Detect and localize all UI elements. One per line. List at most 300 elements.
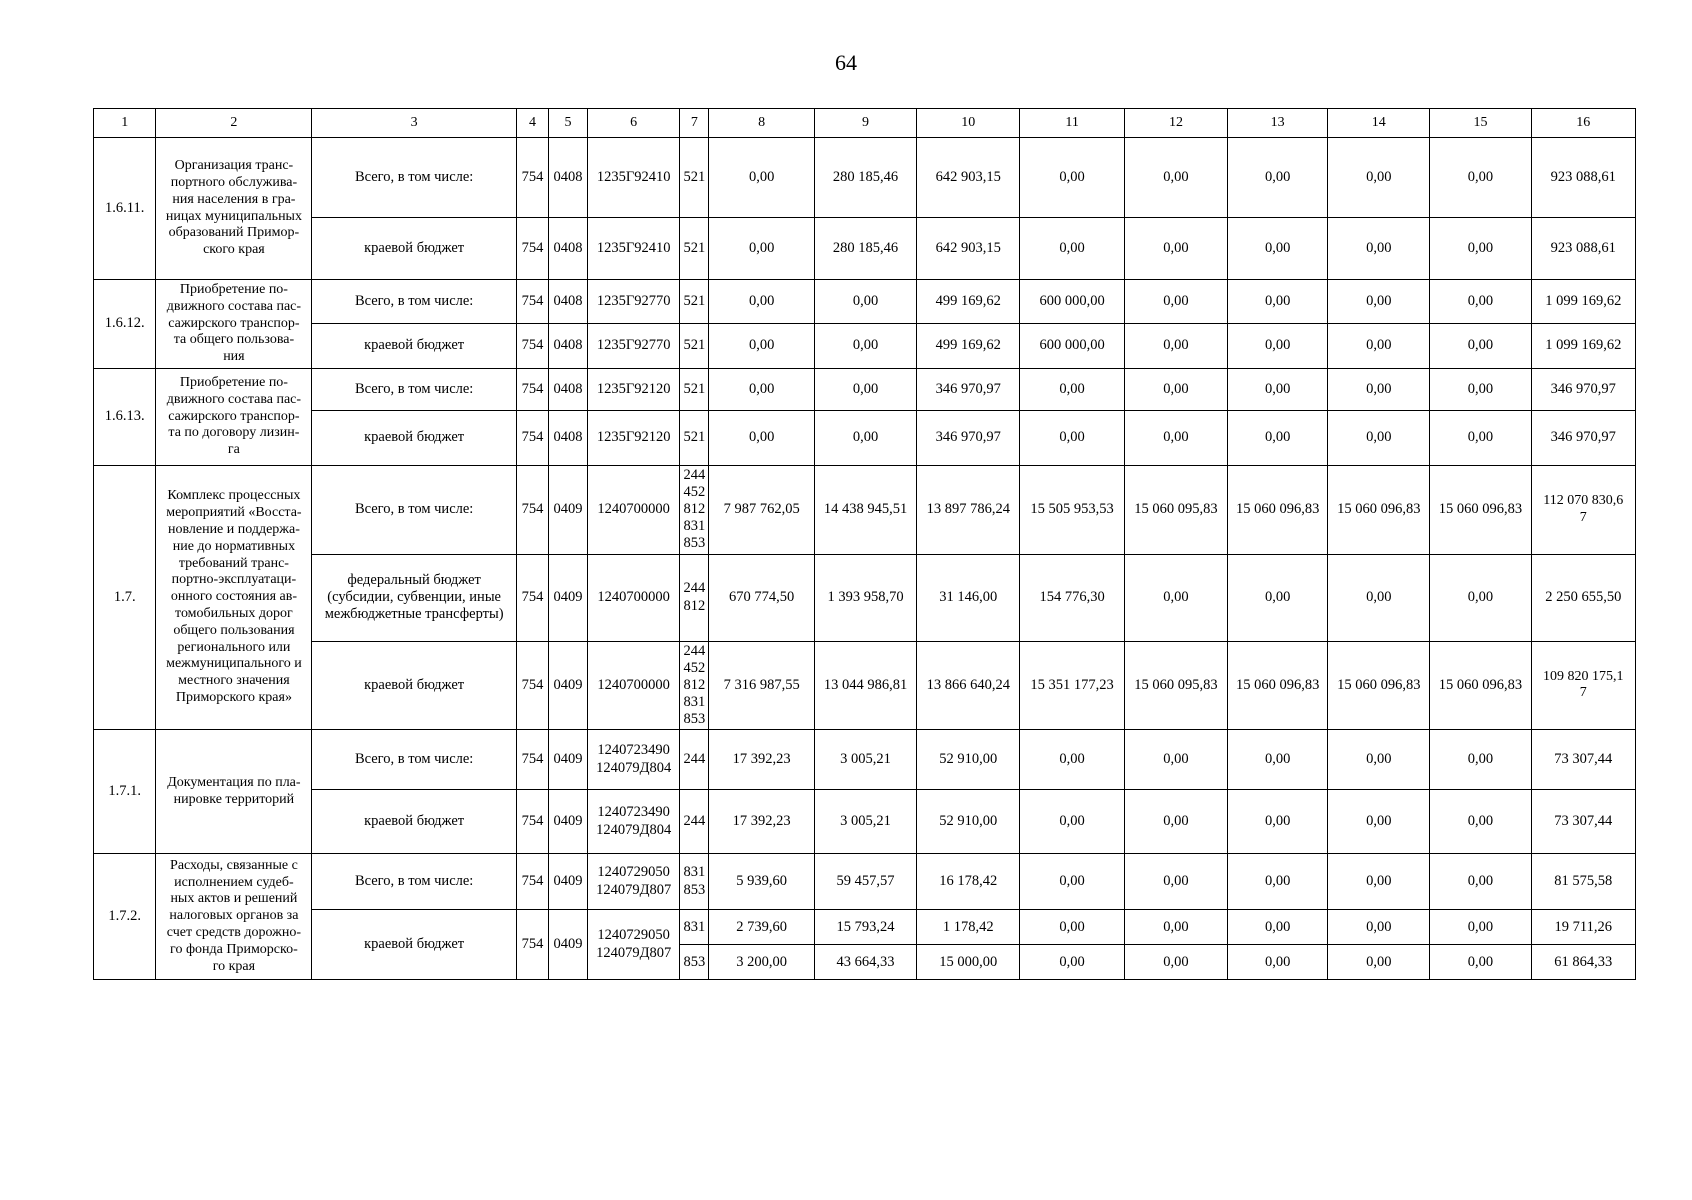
value-cell: 923 088,61 <box>1531 218 1635 280</box>
code-expense-type-line: 812 <box>683 501 706 518</box>
code-expense-type-line: 244 <box>683 751 706 768</box>
code-expense-type-line: 831 <box>683 918 706 935</box>
value-cell: 15 000,00 <box>917 945 1020 980</box>
value-cell: 59 457,57 <box>814 854 916 910</box>
item-name-line: та по договору лизин- <box>168 425 300 441</box>
value-cell: 52 910,00 <box>917 790 1020 854</box>
item-name-line: портного обслужива- <box>170 174 298 190</box>
code-expense-type <box>680 730 709 790</box>
code-target-line: 124079Д804 <box>596 759 672 776</box>
value-cell: 1 099 169,62 <box>1531 280 1635 324</box>
code-expense-type-line: 831 <box>683 518 706 535</box>
item-number: 1.6.13. <box>94 369 156 466</box>
code-expense-type-line: 521 <box>683 168 706 185</box>
value-cell: 0,00 <box>1124 280 1227 324</box>
value-cell: 0,00 <box>1430 945 1531 980</box>
item-name <box>156 280 312 369</box>
value-cell: 0,00 <box>1228 554 1328 641</box>
value-cell: 499 169,62 <box>917 280 1020 324</box>
value-cell: 19 711,26 <box>1531 910 1635 945</box>
code-expense-type <box>680 945 709 980</box>
value-cell: 499 169,62 <box>917 324 1020 369</box>
code-expense-type <box>680 369 709 411</box>
item-name-line: та общего пользова- <box>173 332 295 348</box>
code-target-line: 124079Д804 <box>596 821 672 838</box>
funding-source-line: (субсидии, субвенции, иные <box>327 588 501 605</box>
value-cell: 0,00 <box>1228 411 1328 466</box>
funding-source-line: федеральный бюджет <box>347 571 481 588</box>
code-expense-type-line: 812 <box>683 676 706 693</box>
item-name-line: сажирского транспор- <box>168 408 300 424</box>
code-expense-type <box>680 910 709 945</box>
code-expense-type-line: 244 <box>683 642 706 659</box>
code-target <box>587 790 680 854</box>
code-ministry: 754 <box>516 138 548 218</box>
code-section: 0408 <box>549 218 588 280</box>
value-cell: 346 970,97 <box>917 411 1020 466</box>
code-expense-type-line: 452 <box>683 484 706 501</box>
value-cell: 1 393 958,70 <box>814 554 916 641</box>
header-cell: 10 <box>917 109 1020 138</box>
value-cell: 0,00 <box>1124 910 1227 945</box>
item-name-line: счет средств дорожно- <box>166 924 302 940</box>
value-cell: 0,00 <box>1430 280 1531 324</box>
header-cell: 3 <box>312 109 516 138</box>
code-expense-type-line: 853 <box>683 535 706 552</box>
item-name-line: требований транс- <box>178 555 289 571</box>
item-name-line: исполнением судеб- <box>174 874 294 890</box>
header-cell: 5 <box>549 109 588 138</box>
value-cell: 0,00 <box>709 218 814 280</box>
item-name-line: мероприятий «Восста- <box>166 505 302 521</box>
item-name-line: общего пользования <box>173 622 295 638</box>
value-cell: 0,00 <box>1430 790 1531 854</box>
item-name-line: ницах муниципальных <box>165 208 302 224</box>
value-cell: 0,00 <box>814 369 916 411</box>
value-cell: 0,00 <box>1430 730 1531 790</box>
code-expense-type-line: 244 <box>683 813 706 830</box>
value-cell: 0,00 <box>1228 910 1328 945</box>
value-cell: 0,00 <box>1228 945 1328 980</box>
value-cell: 14 438 945,51 <box>814 466 916 555</box>
value-cell: 15 351 177,23 <box>1020 641 1124 730</box>
value-cell: 0,00 <box>1020 138 1124 218</box>
value-cell: 280 185,46 <box>814 218 916 280</box>
code-target-line: 1235Г92770 <box>596 337 671 354</box>
value-cell: 0,00 <box>1328 910 1430 945</box>
item-name <box>156 466 312 730</box>
code-expense-type-line: 521 <box>683 239 706 256</box>
header-cell: 13 <box>1228 109 1328 138</box>
code-expense-type <box>680 790 709 854</box>
funding-source: краевой бюджет <box>312 218 516 280</box>
code-target-line: 1235Г92770 <box>596 292 671 309</box>
code-expense-type <box>680 854 709 910</box>
value-cell: 0,00 <box>1430 138 1531 218</box>
funding-source-line: межбюджетные трансферты) <box>324 606 504 623</box>
value-cell: 0,00 <box>1124 790 1227 854</box>
item-name-line: Комплекс процессных <box>167 488 301 504</box>
code-expense-type <box>680 466 709 555</box>
code-ministry: 754 <box>516 730 548 790</box>
value-cell-line: 7 <box>1579 685 1587 701</box>
value-cell: 2 250 655,50 <box>1531 554 1635 641</box>
table-row <box>94 280 1636 324</box>
code-section: 0408 <box>549 280 588 324</box>
value-cell: 0,00 <box>1124 411 1227 466</box>
header-cell: 9 <box>814 109 916 138</box>
value-cell: 15 060 096,83 <box>1328 466 1430 555</box>
value-cell: 346 970,97 <box>1531 369 1635 411</box>
item-name-line: ского края <box>203 242 265 258</box>
code-expense-type-line: 521 <box>683 380 706 397</box>
code-section: 0408 <box>549 369 588 411</box>
code-expense-type-line: 244 <box>683 467 706 483</box>
code-section: 0409 <box>549 730 588 790</box>
value-cell: 0,00 <box>1430 554 1531 641</box>
header-cell: 14 <box>1328 109 1430 138</box>
value-cell: 13 044 986,81 <box>814 641 916 730</box>
code-target-line: 1240700000 <box>597 501 670 518</box>
value-cell: 0,00 <box>1020 218 1124 280</box>
value-cell: 0,00 <box>1228 790 1328 854</box>
item-name-line: ния <box>223 349 245 365</box>
value-cell: 642 903,15 <box>917 218 1020 280</box>
value-cell: 13 897 786,24 <box>917 466 1020 555</box>
value-cell: 0,00 <box>814 324 916 369</box>
item-name-line: образований Примор- <box>168 225 300 241</box>
item-name <box>156 730 312 854</box>
value-cell: 0,00 <box>1124 554 1227 641</box>
funding-source: краевой бюджет <box>312 790 516 854</box>
value-cell: 280 185,46 <box>814 138 916 218</box>
value-cell: 0,00 <box>1430 854 1531 910</box>
value-cell: 52 910,00 <box>917 730 1020 790</box>
value-cell: 15 793,24 <box>814 910 916 945</box>
value-cell: 0,00 <box>1228 369 1328 411</box>
value-cell: 1 099 169,62 <box>1531 324 1635 369</box>
value-cell: 923 088,61 <box>1531 138 1635 218</box>
funding-source: Всего, в том числе: <box>312 280 516 324</box>
code-expense-type <box>680 138 709 218</box>
value-cell: 0,00 <box>1124 854 1227 910</box>
item-number: 1.7.2. <box>94 854 156 980</box>
funding-source: краевой бюджет <box>312 324 516 369</box>
budget-table <box>93 108 1636 980</box>
item-name-line: Организация транс- <box>174 158 294 174</box>
value-cell: 0,00 <box>814 411 916 466</box>
code-section: 0409 <box>549 910 588 980</box>
value-cell: 346 970,97 <box>1531 411 1635 466</box>
code-section: 0409 <box>549 554 588 641</box>
value-cell: 81 575,58 <box>1531 854 1635 910</box>
funding-source: Всего, в том числе: <box>312 369 516 411</box>
value-cell: 0,00 <box>1430 369 1531 411</box>
value-cell: 15 060 096,83 <box>1228 641 1328 730</box>
header-cell: 6 <box>587 109 680 138</box>
code-target <box>587 854 680 910</box>
item-name-line: онного состояния ав- <box>170 589 297 605</box>
item-name-line: го края <box>212 958 256 974</box>
code-target <box>587 218 680 280</box>
code-section: 0409 <box>549 854 588 910</box>
value-cell: 7 987 762,05 <box>709 466 814 555</box>
value-cell: 0,00 <box>1124 138 1227 218</box>
code-expense-type <box>680 411 709 466</box>
code-target-line: 1240729050 <box>597 927 670 944</box>
value-cell: 5 939,60 <box>709 854 814 910</box>
value-cell: 0,00 <box>1430 324 1531 369</box>
header-cell: 11 <box>1020 109 1124 138</box>
value-cell: 0,00 <box>709 138 814 218</box>
value-cell: 0,00 <box>1228 324 1328 369</box>
code-expense-type-line: 853 <box>683 953 706 970</box>
header-cell: 2 <box>156 109 312 138</box>
value-cell: 0,00 <box>1228 138 1328 218</box>
code-ministry: 754 <box>516 280 548 324</box>
code-target-line: 1240723490 <box>597 804 670 821</box>
code-target-line: 1240700000 <box>597 676 670 693</box>
code-target <box>587 411 680 466</box>
item-name-line: Приморского края» <box>175 689 292 705</box>
value-cell-line: 109 820 175,1 <box>1543 668 1624 684</box>
value-cell: 0,00 <box>1124 324 1227 369</box>
code-expense-type-line: 831 <box>683 864 706 881</box>
item-name-line: налоговых органов за <box>169 908 299 924</box>
value-cell: 15 060 096,83 <box>1228 466 1328 555</box>
value-cell: 346 970,97 <box>917 369 1020 411</box>
value-cell: 0,00 <box>1124 945 1227 980</box>
table-row <box>94 554 1636 641</box>
funding-source: краевой бюджет <box>312 411 516 466</box>
item-name-line: движного состава пас- <box>166 298 302 314</box>
value-cell: 0,00 <box>1328 945 1430 980</box>
funding-source: Всего, в том числе: <box>312 854 516 910</box>
item-name-line: ние до нормативных <box>172 538 296 554</box>
value-cell: 15 060 096,83 <box>1430 466 1531 555</box>
value-cell: 15 060 096,83 <box>1328 641 1430 730</box>
value-cell: 43 664,33 <box>814 945 916 980</box>
table-row <box>94 324 1636 369</box>
funding-source: Всего, в том числе: <box>312 730 516 790</box>
table-row <box>94 466 1636 555</box>
code-ministry: 754 <box>516 910 548 980</box>
code-target <box>587 324 680 369</box>
item-name-line: движного состава пас- <box>166 391 302 407</box>
code-target <box>587 280 680 324</box>
code-expense-type-line: 521 <box>683 292 706 309</box>
table-row <box>94 411 1636 466</box>
value-cell: 0,00 <box>1020 854 1124 910</box>
item-name-line: регионального или <box>177 639 291 655</box>
value-cell: 0,00 <box>1430 218 1531 280</box>
item-name-line: межмуниципального и <box>166 656 302 672</box>
code-target-line: 124079Д807 <box>596 944 672 961</box>
table-row <box>94 369 1636 411</box>
code-expense-type-line: 853 <box>683 710 706 727</box>
value-cell-line: 112 070 830,6 <box>1543 493 1624 509</box>
code-target-line: 1240700000 <box>597 588 670 605</box>
value-cell: 0,00 <box>1228 280 1328 324</box>
code-target-line: 1240723490 <box>597 742 670 759</box>
value-cell: 73 307,44 <box>1531 790 1635 854</box>
code-target <box>587 554 680 641</box>
code-ministry: 754 <box>516 369 548 411</box>
code-target-line: 1235Г92120 <box>596 429 671 446</box>
item-number: 1.6.11. <box>94 138 156 280</box>
code-target <box>587 369 680 411</box>
table-row <box>94 910 1636 945</box>
header-cell: 7 <box>680 109 709 138</box>
table-row <box>94 641 1636 730</box>
value-cell: 17 392,23 <box>709 730 814 790</box>
code-target <box>587 138 680 218</box>
code-section: 0409 <box>549 790 588 854</box>
value-cell: 3 005,21 <box>814 730 916 790</box>
value-cell <box>1531 466 1635 555</box>
value-cell: 0,00 <box>1328 730 1430 790</box>
value-cell: 0,00 <box>1020 945 1124 980</box>
value-cell: 61 864,33 <box>1531 945 1635 980</box>
item-name-line: Документация по пла- <box>167 774 301 790</box>
value-cell: 0,00 <box>1328 554 1430 641</box>
funding-source: краевой бюджет <box>312 641 516 730</box>
value-cell: 0,00 <box>1020 910 1124 945</box>
value-cell: 0,00 <box>709 369 814 411</box>
value-cell: 600 000,00 <box>1020 324 1124 369</box>
value-cell: 0,00 <box>1228 730 1328 790</box>
item-name-line: ния населения в гра- <box>172 191 296 207</box>
value-cell: 3 005,21 <box>814 790 916 854</box>
code-expense-type <box>680 554 709 641</box>
value-cell: 0,00 <box>1328 218 1430 280</box>
table-row <box>94 790 1636 854</box>
code-expense-type-line: 244 <box>683 580 706 597</box>
code-target <box>587 730 680 790</box>
item-name-line: га <box>227 442 240 458</box>
code-target <box>587 466 680 555</box>
item-number: 1.6.12. <box>94 280 156 369</box>
item-name-line: портно-эксплуатаци- <box>171 572 297 588</box>
item-name-line: местного значения <box>178 673 290 689</box>
code-ministry: 754 <box>516 466 548 555</box>
table-row <box>94 854 1636 910</box>
value-cell: 15 505 953,53 <box>1020 466 1124 555</box>
item-name-line: Приобретение по- <box>179 375 288 390</box>
value-cell: 15 060 096,83 <box>1430 641 1531 730</box>
code-target-line: 124079Д807 <box>596 881 672 898</box>
code-target-line: 1235Г92410 <box>596 239 671 256</box>
table-row <box>94 218 1636 280</box>
value-cell: 0,00 <box>1124 730 1227 790</box>
code-expense-type-line: 521 <box>683 337 706 354</box>
value-cell: 0,00 <box>1430 411 1531 466</box>
value-cell: 0,00 <box>709 411 814 466</box>
item-number: 1.7. <box>94 466 156 730</box>
code-ministry: 754 <box>516 641 548 730</box>
item-name <box>156 854 312 980</box>
page-number: 64 <box>835 50 857 75</box>
code-section: 0409 <box>549 466 588 555</box>
code-target-line: 1235Г92120 <box>596 380 671 397</box>
header-cell: 16 <box>1531 109 1635 138</box>
item-name-line: новление и поддержа- <box>167 521 300 537</box>
code-expense-type <box>680 280 709 324</box>
value-cell: 0,00 <box>1124 369 1227 411</box>
value-cell: 0,00 <box>1228 218 1328 280</box>
code-ministry: 754 <box>516 854 548 910</box>
code-target <box>587 641 680 730</box>
item-number: 1.7.1. <box>94 730 156 854</box>
table-row <box>94 138 1636 218</box>
value-cell: 0,00 <box>1328 790 1430 854</box>
value-cell: 0,00 <box>1020 411 1124 466</box>
value-cell: 15 060 095,83 <box>1124 641 1227 730</box>
header-cell: 8 <box>709 109 814 138</box>
value-cell: 0,00 <box>1430 910 1531 945</box>
value-cell: 642 903,15 <box>917 138 1020 218</box>
value-cell: 0,00 <box>709 324 814 369</box>
table-row <box>94 730 1636 790</box>
item-name-line: ных актов и решений <box>170 891 298 907</box>
item-name <box>156 369 312 466</box>
value-cell <box>1531 641 1635 730</box>
code-expense-type <box>680 324 709 369</box>
item-name-line: томобильных дорог <box>175 605 293 621</box>
item-name <box>156 138 312 280</box>
value-cell: 31 146,00 <box>917 554 1020 641</box>
code-expense-type-line: 521 <box>683 429 706 446</box>
value-cell: 0,00 <box>1328 138 1430 218</box>
code-section: 0409 <box>549 641 588 730</box>
item-name-line: сажирского транспор- <box>168 315 300 331</box>
code-section: 0408 <box>549 411 588 466</box>
header-cell: 12 <box>1124 109 1227 138</box>
item-name-line: го фонда Приморско- <box>170 941 298 957</box>
value-cell: 0,00 <box>1328 854 1430 910</box>
value-cell: 0,00 <box>1228 854 1328 910</box>
code-target-line: 1235Г92410 <box>596 168 671 185</box>
value-cell: 73 307,44 <box>1531 730 1635 790</box>
value-cell: 17 392,23 <box>709 790 814 854</box>
value-cell: 16 178,42 <box>917 854 1020 910</box>
funding-source <box>312 554 516 641</box>
value-cell: 0,00 <box>1328 411 1430 466</box>
code-expense-type-line: 452 <box>683 659 706 676</box>
value-cell-line: 7 <box>1579 509 1587 525</box>
item-name-line: нировке территорий <box>173 791 295 807</box>
value-cell: 600 000,00 <box>1020 280 1124 324</box>
value-cell: 0,00 <box>1020 369 1124 411</box>
code-expense-type-line: 831 <box>683 693 706 710</box>
code-ministry: 754 <box>516 554 548 641</box>
value-cell: 0,00 <box>1328 369 1430 411</box>
code-section: 0408 <box>549 138 588 218</box>
code-expense-type <box>680 218 709 280</box>
code-ministry: 754 <box>516 411 548 466</box>
header-row <box>94 109 1636 138</box>
value-cell: 0,00 <box>1124 218 1227 280</box>
code-ministry: 754 <box>516 790 548 854</box>
code-target <box>587 910 680 980</box>
code-expense-type <box>680 641 709 730</box>
code-ministry: 754 <box>516 218 548 280</box>
value-cell: 0,00 <box>1020 790 1124 854</box>
code-target-line: 1240729050 <box>597 864 670 881</box>
value-cell: 0,00 <box>814 280 916 324</box>
value-cell: 7 316 987,55 <box>709 641 814 730</box>
item-name-line: Расходы, связанные с <box>170 857 298 873</box>
